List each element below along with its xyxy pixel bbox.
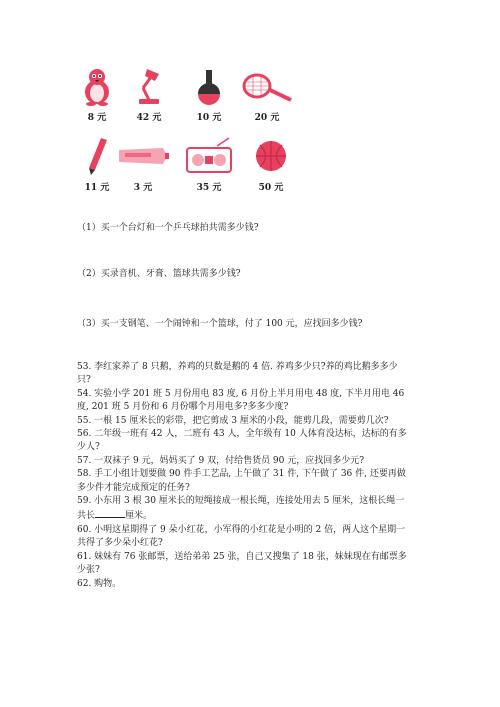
word-problems [77, 361, 407, 591]
item-toothpaste [112, 136, 174, 193]
item-desk-lamp [118, 66, 180, 123]
problem-59-unit: 厘米。 [125, 511, 153, 522]
question-1: （1）买一个台灯和一个乒乓球拍共需多少钱? [77, 223, 259, 233]
problem-60: 60. 小明这星期得了 9 朵小红花，小军得的小红花是小明的 2 倍，两人这个星期一共得了多少朵小红花? [77, 524, 406, 549]
price-label: 20 元 [254, 113, 280, 123]
item-basketball [240, 136, 302, 193]
problem-59-text: 59. 小东用 3 根 30 厘米长的短绳接成一根长绳，连接处用去 5 厘米，这根长绳一共长 [77, 496, 405, 522]
desk-lamp-icon [118, 66, 180, 106]
basketball-icon [240, 136, 302, 176]
problem-55: 55. 一根 15 厘米长的彩带，把它剪成 3 厘米的小段，能剪几段，需要剪几次? [77, 415, 389, 426]
price-label: 50 元 [258, 183, 284, 193]
tennis-racket-icon [236, 66, 298, 106]
problem-61: 61. 妹妹有 76 张邮票，送给弟弟 25 张，自己又搜集了 18 张，妹妹现在有邮票多少张? [77, 551, 407, 576]
item-radio-recorder [178, 136, 240, 193]
ping-pong-paddle-icon [178, 66, 240, 106]
problem-62: 62. 购物。 [77, 578, 122, 589]
problem-56: 56. 二年级一班有 42 人，二班有 43 人，全年级有 10 人体育没达标，达标的有多少人? [77, 429, 407, 453]
problem-59 [77, 495, 407, 524]
toothpaste-icon [112, 136, 174, 176]
problem-53: 53. 李红家养了 8 只鹅，养鸡的只数是鹅的 4 倍. 养鸡多少只?养的鸡比鹅多多少只? [77, 362, 398, 386]
radio-recorder-icon [178, 136, 240, 176]
problem-57: 57. 一双袜子 9 元，妈妈买了 9 双，付给售货员 90 元，应找回多少元? [77, 455, 365, 466]
price-label: 8 元 [87, 113, 107, 123]
price-label: 35 元 [196, 183, 222, 193]
price-label: 42 元 [136, 113, 162, 123]
item-ping-pong-paddle [178, 66, 240, 123]
problem-58: 58. 手工小组计划要做 90 件手工艺品, 上午做了 31 件, 下午做了 36 件, 还要再做多少件才能完成预定的任务? [77, 469, 406, 493]
answer-blank[interactable] [95, 508, 125, 518]
question-2: （2）买录音机、牙膏、篮球共需多少钱? [77, 269, 241, 279]
price-label: 3 元 [133, 183, 153, 193]
item-tennis-racket [236, 66, 298, 123]
problem-54: 54. 实验小学 201 班 5 月份用电 83 度, 6 月份上半月用电 48 度, 下半月用电 46 度, 201 班 5 月份和 6 月份哪个月用电多?多多少度? [77, 388, 405, 413]
price-label: 11 元 [84, 183, 110, 193]
question-3: （3）买一支钢笔、一个闹钟和一个篮球，付了 100 元，应找回多少钱? [77, 319, 363, 329]
price-label: 10 元 [196, 113, 222, 123]
